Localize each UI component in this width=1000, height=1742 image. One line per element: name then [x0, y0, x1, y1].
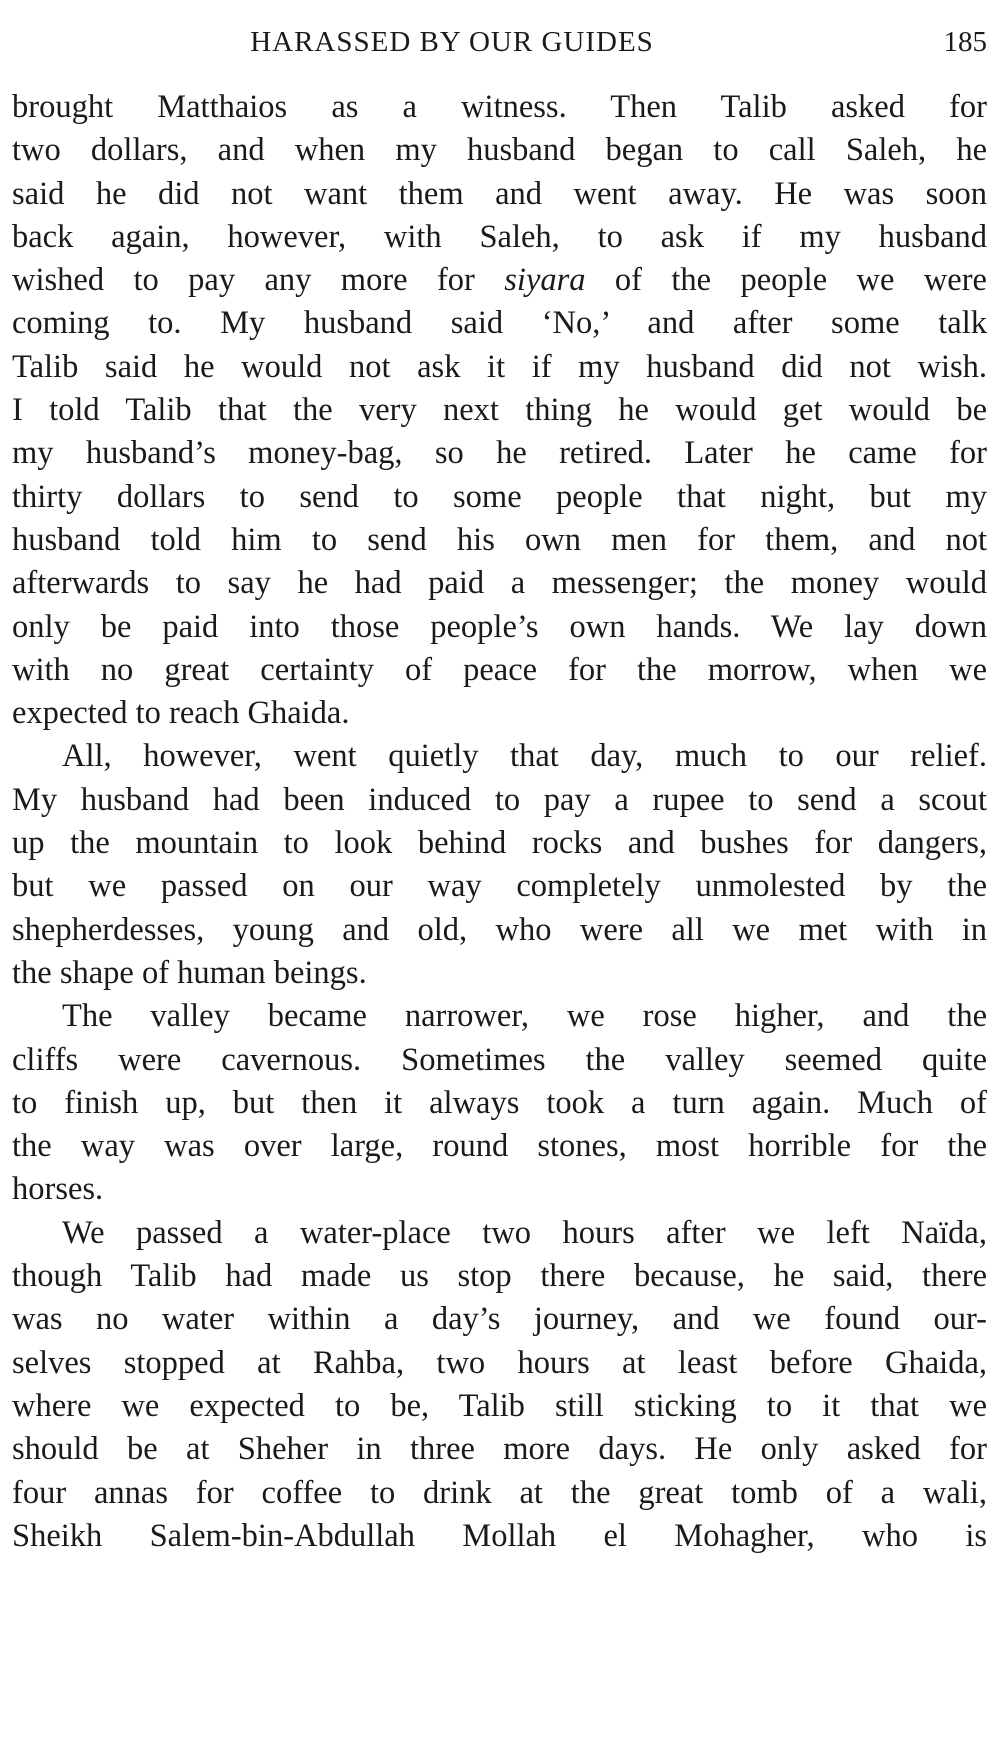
text-line: back again, however, with Saleh, to ask if my husband	[12, 218, 987, 255]
text-line: my husband’s money-bag, so he retired. Later he came for	[12, 435, 987, 472]
page-number: 185	[943, 26, 987, 58]
text-line: the shape of human beings.	[12, 954, 367, 991]
text-line: selves stopped at Rahba, two hours at least before Ghaida,	[12, 1344, 987, 1381]
italic-term: siyara	[504, 262, 586, 299]
text-line: though Talib had made us stop there because, he said, there	[12, 1258, 987, 1295]
text-line: four annas for coffee to drink at the great tomb of a wali,	[12, 1474, 987, 1511]
text-line: only be paid into those people’s own hands. We lay down	[12, 608, 987, 645]
text-line: The valley became narrower, we rose higher, and the	[62, 998, 987, 1035]
text-line: the way was over large, round stones, most horrible for the	[12, 1128, 987, 1165]
text-line: expected to reach Ghaida.	[12, 695, 350, 732]
text-line: said he did not want them and went away. He was soon	[12, 175, 987, 212]
text-line: brought Matthaios as a witness. Then Talib asked for	[12, 89, 987, 125]
text-line: but we passed on our way completely unmolested by the	[12, 868, 987, 905]
text-line: thirty dollars to send to some people that night, but my	[12, 478, 987, 515]
text-line: wished to pay any more for siyara of the people we were	[12, 262, 987, 299]
text-line: Sheikh Salem-bin-Abdullah Mollah el Mohagher, who is	[12, 1517, 987, 1554]
body-text	[12, 86, 987, 1558]
paragraph-3	[12, 995, 987, 1211]
running-header	[12, 20, 987, 64]
text-line: We passed a water-place two hours after we left Naïda,	[62, 1214, 987, 1251]
text-line: husband told him to send his own men for them, and not	[12, 521, 987, 558]
text-line: to finish up, but then it always took a turn again. Much of	[12, 1084, 987, 1121]
text-line: up the mountain to look behind rocks and bushes for dangers,	[12, 825, 987, 862]
text-line: shepherdesses, young and old, who were all we met with in	[12, 911, 987, 948]
text-line: where we expected to be, Talib still sticking to it that we	[12, 1387, 987, 1424]
text-line: I told Talib that the very next thing he would get would be	[12, 392, 987, 429]
text-line: cliffs were cavernous. Sometimes the valley seemed quite	[12, 1041, 987, 1078]
paragraph-1	[12, 86, 987, 735]
text-line: coming to. My husband said ‘No,’ and after some talk	[12, 305, 987, 342]
text-line: My husband had been induced to pay a rupee to send a scout	[12, 781, 987, 818]
text-line: was no water within a day’s journey, and we found our-	[12, 1301, 987, 1338]
text-line: afterwards to say he had paid a messenger; the money would	[12, 565, 987, 602]
text-line: should be at Sheher in three more days. He only asked for	[12, 1431, 987, 1468]
text-line: Talib said he would not ask it if my husband did not wish.	[12, 348, 987, 385]
paragraph-2	[12, 735, 987, 995]
text-line: two dollars, and when my husband began to call Saleh, he	[12, 132, 987, 169]
running-title: HARASSED BY OUR GUIDES	[250, 26, 654, 58]
text-line: horses.	[12, 1171, 104, 1208]
text-line: All, however, went quietly that day, much to our relief.	[62, 738, 987, 775]
paragraph-4	[12, 1212, 987, 1558]
text-line: with no great certainty of peace for the morrow, when we	[12, 651, 987, 688]
